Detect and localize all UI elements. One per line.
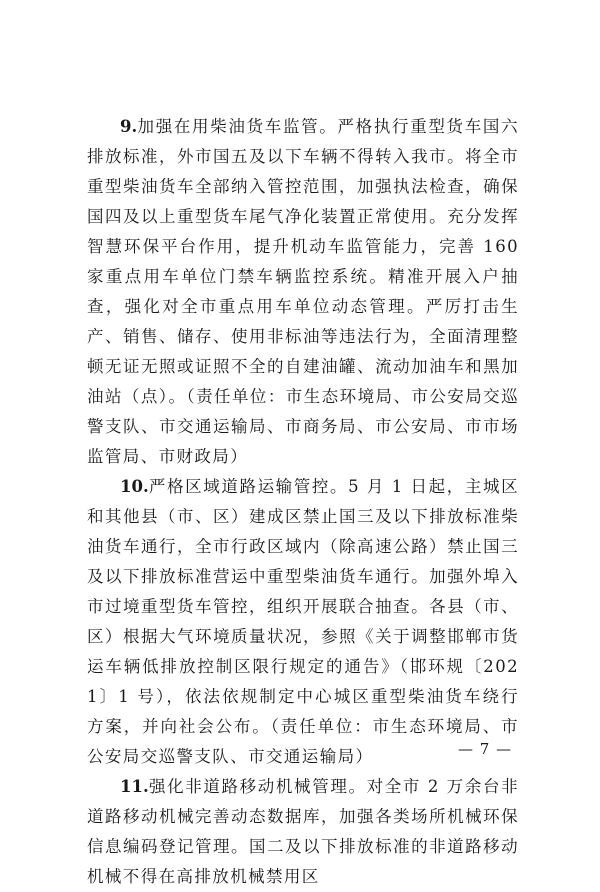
paragraph-text: 强化非道路移动机械管理。对全市 2 万余台非道路移动机械完善动态数据库，加强各类场所机械环保信息编码登记管理。国二及以下排放标准的非道路移动机械不得在高排放机械禁用区 [87, 777, 519, 886]
paragraph-text: 加强在用柴油货车监管。严格执行重型货车国六排放标准，外市国五及以下车辆不得转入我市。将全市重型柴油货车全部纳入管控范围，加强执法检查，确保国四及以上重型货车尾气净化装置正常使用。充分发挥智慧环保平台作用，提升机动车监管能力，完善 160 家重点用车单位门禁车辆监控系统。精准开展入户抽查，强化对全市重点用车单位动态管理。严厉打击生产、销售、储存、使用非标油等违法行为，全面清理整顿无证无照或证照不全的自建油罐、流动加油车和黑加油站（点）。（责任单位：市生态环境局、市公安局交巡警支队、市交通运输局、市商务局、市公安局、市市场监管局、市财政局） [87, 117, 519, 466]
paragraph-number: 9. [120, 117, 138, 136]
paragraph-text: 严格区域道路运输管控。5 月 1 日起，主城区和其他县（市、区）建成区禁止国三及以下排放标准柴油货车通行，全市行政区域内（除高速公路）禁止国三及以下排放标准营运中重型柴油货车通行。加强外埠入市过境重型货车管控，组织开展联合抽查。各县（市、区）根据大气环境质量状况，参照《关于调整邯郸市货运车辆低排放控制区限行规定的通告》（邯环规〔2021〕1 号），依法依规制定中心城区重型柴油货车绕行方案，并向社会公布。（责任单位：市生态环境局、市公安局交巡警支队、市交通运输局） [87, 477, 519, 766]
page-number: — 7 — [458, 740, 513, 758]
document-body [87, 112, 519, 892]
paragraph-item-9 [87, 112, 519, 472]
paragraph-item-11 [87, 772, 519, 892]
paragraph-number: 10. [120, 477, 149, 496]
paragraph-number: 11. [120, 777, 149, 796]
paragraph-item-10 [87, 472, 519, 772]
